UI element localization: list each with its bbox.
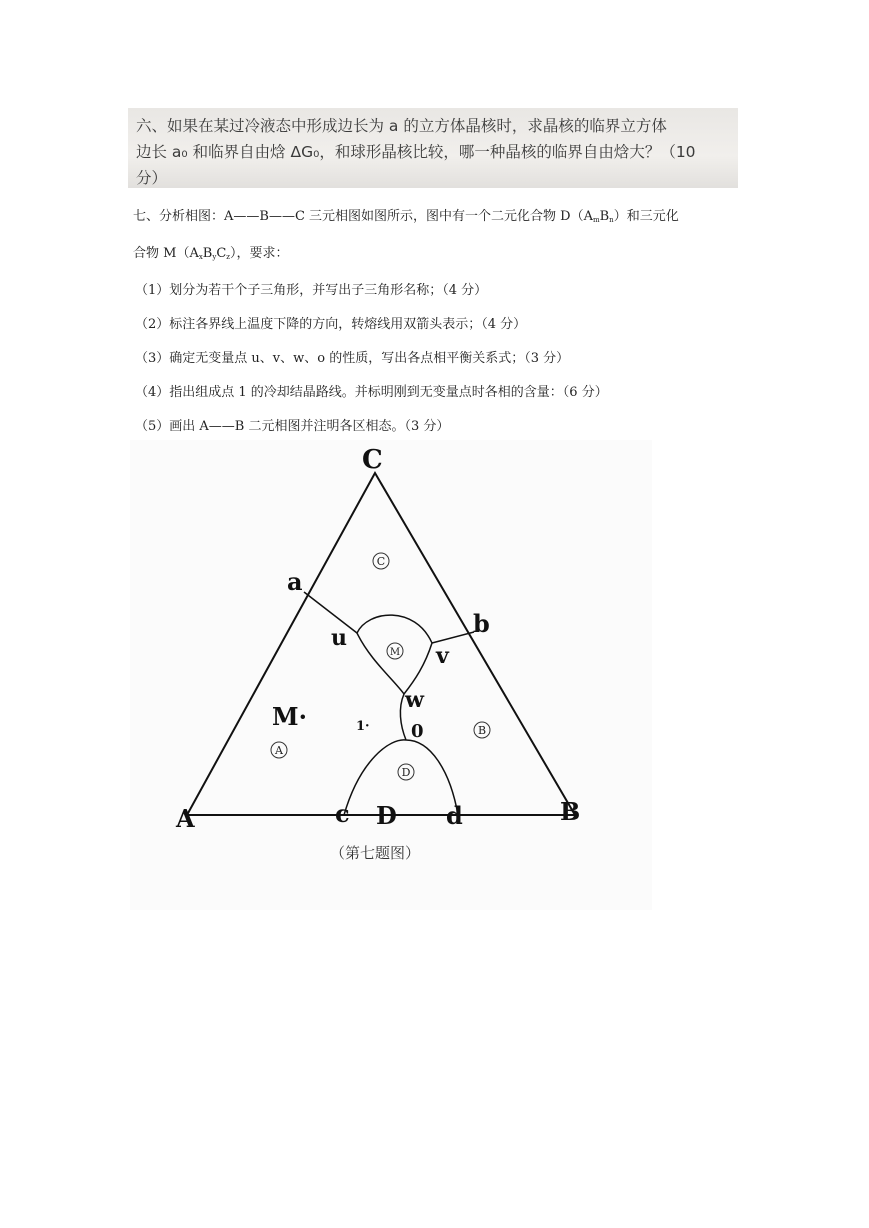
point-a-label: a	[287, 567, 303, 596]
region-a-marker	[271, 742, 287, 758]
region-m-label: M	[389, 647, 401, 658]
compound-m-label: M·	[272, 702, 307, 731]
region-b-marker	[474, 722, 490, 738]
point-o-label: 0	[411, 721, 424, 742]
figure-caption: （第七题图）	[330, 844, 421, 862]
ternary-phase-diagram	[130, 440, 652, 910]
composition-1-label: 1·	[356, 719, 370, 734]
question-6-line-3: 分）	[136, 169, 168, 187]
region-d-label: D	[401, 766, 411, 779]
point-v-label: v	[436, 643, 449, 669]
question-7-block	[133, 200, 753, 444]
point-w-label: w	[405, 687, 424, 713]
point-d-label: d	[446, 801, 463, 830]
question-7-intro-line-2: 合物 $M(A_xB_yC_z)$，要求：	[133, 246, 289, 261]
boundary-v-b	[432, 632, 474, 643]
region-b-label: B	[477, 724, 487, 737]
question-7-intro-line-1: 七、分析相图：A——B——C 三元相图如图所示，图中有一个二元化合物 $D(A_mB_n)$和三元化	[133, 209, 679, 224]
question-6-line-1: 六、如果在某过冷液态中形成边长为 a 的立方体晶核时，求晶核的临界立方体	[136, 117, 667, 135]
vertex-a-label: A	[176, 804, 195, 833]
region-c-label: C	[376, 555, 386, 568]
region-a-label: A	[275, 744, 283, 757]
question-6-block	[128, 108, 738, 188]
question-7-item-4: （4）指出组成点 1 的冷却结晶路线。并标明刚到无变量点时各相的含量：（6 分）	[135, 385, 608, 400]
point-b-label: b	[473, 609, 490, 638]
region-c-marker	[373, 553, 389, 569]
point-c-label: c	[335, 799, 350, 828]
region-m-marker	[387, 643, 403, 659]
compound-d-label: D	[376, 801, 397, 830]
question-7-item-2: （2）标注各界线上温度下降的方向，转熔线用双箭头表示；（4 分）	[135, 317, 527, 332]
question-7-item-3: （3）确定无变量点 u、v、w、o 的性质，写出各点相平衡关系式；（3 分）	[135, 351, 570, 366]
triangle-outline	[187, 473, 575, 815]
point-u-label: u	[331, 625, 347, 651]
region-d-marker	[398, 764, 414, 780]
ternary-diagram-svg	[130, 440, 652, 910]
vertex-c-label: C	[362, 445, 383, 475]
vertex-b-label: B	[560, 797, 581, 826]
question-7-item-5: （5）画出 A——B 二元相图并注明各区相态。（3 分）	[135, 419, 450, 434]
question-7-item-1: （1）划分为若干个子三角形，并写出子三角形名称；（4 分）	[135, 283, 488, 298]
question-6-line-2: 边长 a₀ 和临界自由焓 ΔG₀，和球形晶核比较，哪一种晶核的临界自由焓大？（10	[136, 143, 696, 161]
